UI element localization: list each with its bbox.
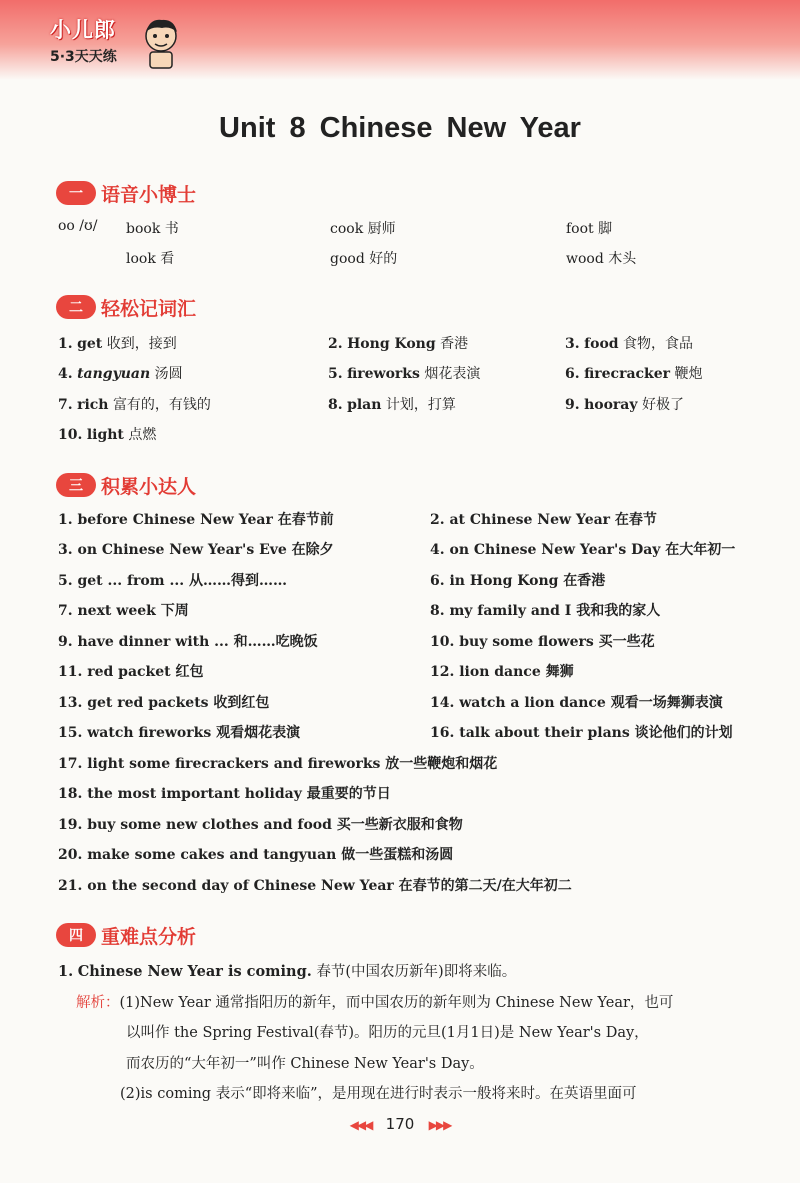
phrase-row xyxy=(0,631,800,657)
phrase-row xyxy=(0,661,800,687)
analysis-line: (2)is coming 表示“即将来临”，是用现在进行时表示一般将来时。在英语里面可 xyxy=(120,1086,637,1102)
phrase-item: 18. the most important holiday 最重要的节日 xyxy=(58,786,391,802)
right-arrows-icon: ▶▶▶ xyxy=(428,1118,451,1132)
vocab-row xyxy=(0,394,800,420)
page-footer xyxy=(0,1115,800,1133)
phrase-item: 11. red packet 红包 xyxy=(58,664,204,680)
brand-subtitle: 5·3天天练 xyxy=(50,49,117,65)
phrase-row xyxy=(0,600,800,626)
vocab-item: 1. get 收到，接到 xyxy=(58,336,177,352)
phrase-item: 8. my family and I 我和我的家人 xyxy=(430,603,661,619)
phrase-item: 4. on Chinese New Year's Day 在大年初一 xyxy=(430,542,736,558)
vocab-item: 4. tangyuan 汤圆 xyxy=(58,366,183,382)
brand-logo xyxy=(50,14,117,66)
analysis-line: 以叫作 the Spring Festival(春节)。阳历的元旦(1月1日)是 New Year's Day， xyxy=(126,1025,649,1041)
section-title: 语音小博士 xyxy=(101,183,197,206)
phrase-row xyxy=(0,814,800,840)
section-header-phrases xyxy=(56,470,196,500)
section-number-badge: 三 xyxy=(56,473,96,497)
vocab-row xyxy=(0,424,800,450)
phonics-word: book 书 xyxy=(126,221,179,237)
vocab-item: 3. food 食物，食品 xyxy=(565,336,694,352)
analysis-line: 解析：(1)New Year 通常指阳历的新年，而中国农历的新年则为 Chinese New Year，也可 xyxy=(76,995,674,1011)
phrase-row xyxy=(0,570,800,596)
phonics-label: oo /ʊ/ xyxy=(58,218,98,234)
phrase-row xyxy=(0,722,800,748)
phrase-row xyxy=(0,875,800,901)
mascot-icon xyxy=(140,16,182,72)
phrase-row xyxy=(0,692,800,718)
vocab-item: 8. plan 计划，打算 xyxy=(328,397,456,413)
phrase-item: 19. buy some new clothes and food 买一些新衣服和食物 xyxy=(58,817,463,833)
analysis-point: 1. Chinese New Year is coming. 春节(中国农历新年)即将来临。 xyxy=(58,963,517,980)
analysis-line: 而农历的“大年初一”叫作 Chinese New Year's Day。 xyxy=(126,1056,484,1072)
phonics-word: foot 脚 xyxy=(566,221,613,237)
section-number-badge: 四 xyxy=(56,923,96,947)
phonics-row xyxy=(0,218,800,244)
phrase-row xyxy=(0,539,800,565)
brand-name: 小儿郎 xyxy=(50,18,116,42)
vocab-row xyxy=(0,363,800,389)
phonics-word: cook 厨师 xyxy=(330,221,396,237)
phrase-item: 12. lion dance 舞狮 xyxy=(430,664,574,680)
section-header-vocabulary xyxy=(56,292,196,322)
phrase-item: 16. talk about their plans 谈论他们的计划 xyxy=(430,725,733,741)
phrase-item: 2. at Chinese New Year 在春节 xyxy=(430,512,657,528)
phonics-word: look 看 xyxy=(126,251,175,267)
page-title: Unit 8 Chinese New Year xyxy=(219,112,581,144)
section-title: 积累小达人 xyxy=(101,475,197,498)
phrase-item: 9. have dinner with ... 和……吃晚饭 xyxy=(58,634,318,650)
section-number-badge: 二 xyxy=(56,295,96,319)
analysis-label: 解析： xyxy=(76,995,120,1011)
phrase-item: 1. before Chinese New Year 在春节前 xyxy=(58,512,334,528)
phrase-row xyxy=(0,844,800,870)
phonics-word: good 好的 xyxy=(330,251,398,267)
phrase-item: 20. make some cakes and tangyuan 做一些蛋糕和汤圆 xyxy=(58,847,454,863)
phrase-item: 3. on Chinese New Year's Eve 在除夕 xyxy=(58,542,334,558)
vocab-row xyxy=(0,333,800,359)
section-title: 重难点分析 xyxy=(101,925,197,948)
phrase-item: 15. watch fireworks 观看烟花表演 xyxy=(58,725,301,741)
left-arrows-icon: ◀◀◀ xyxy=(349,1118,372,1132)
vocab-item: 7. rich 富有的，有钱的 xyxy=(58,397,211,413)
section-header-phonics xyxy=(56,178,196,208)
phrase-item: 5. get ... from ... 从……得到…… xyxy=(58,573,287,589)
vocab-item: 6. firecracker 鞭炮 xyxy=(565,366,703,382)
section-header-analysis xyxy=(56,920,196,950)
phonics-word: wood 木头 xyxy=(566,251,637,267)
page-number: 170 xyxy=(385,1115,415,1133)
vocab-item: 9. hooray 好极了 xyxy=(565,397,684,413)
phrase-item: 17. light some firecrackers and fireworks 放一些鞭炮和烟花 xyxy=(58,756,498,772)
phrase-item: 21. on the second day of Chinese New Year 在春节的第二天/在大年初二 xyxy=(58,878,572,894)
phrase-row xyxy=(0,783,800,809)
header-band xyxy=(0,0,800,80)
phrase-row xyxy=(0,753,800,779)
phonics-row xyxy=(0,248,800,274)
section-title: 轻松记词汇 xyxy=(101,297,197,320)
phrase-item: 10. buy some flowers 买一些花 xyxy=(430,634,655,650)
phrase-row xyxy=(0,509,800,535)
phrase-item: 14. watch a lion dance 观看一场舞狮表演 xyxy=(430,695,723,711)
section-number-badge: 一 xyxy=(56,181,96,205)
phrase-item: 13. get red packets 收到红包 xyxy=(58,695,270,711)
phrase-item: 6. in Hong Kong 在香港 xyxy=(430,573,606,589)
vocab-item: 2. Hong Kong 香港 xyxy=(328,336,469,352)
vocab-item: 5. fireworks 烟花表演 xyxy=(328,366,481,382)
phrase-item: 7. next week 下周 xyxy=(58,603,189,619)
vocab-item: 10. light 点燃 xyxy=(58,427,157,443)
